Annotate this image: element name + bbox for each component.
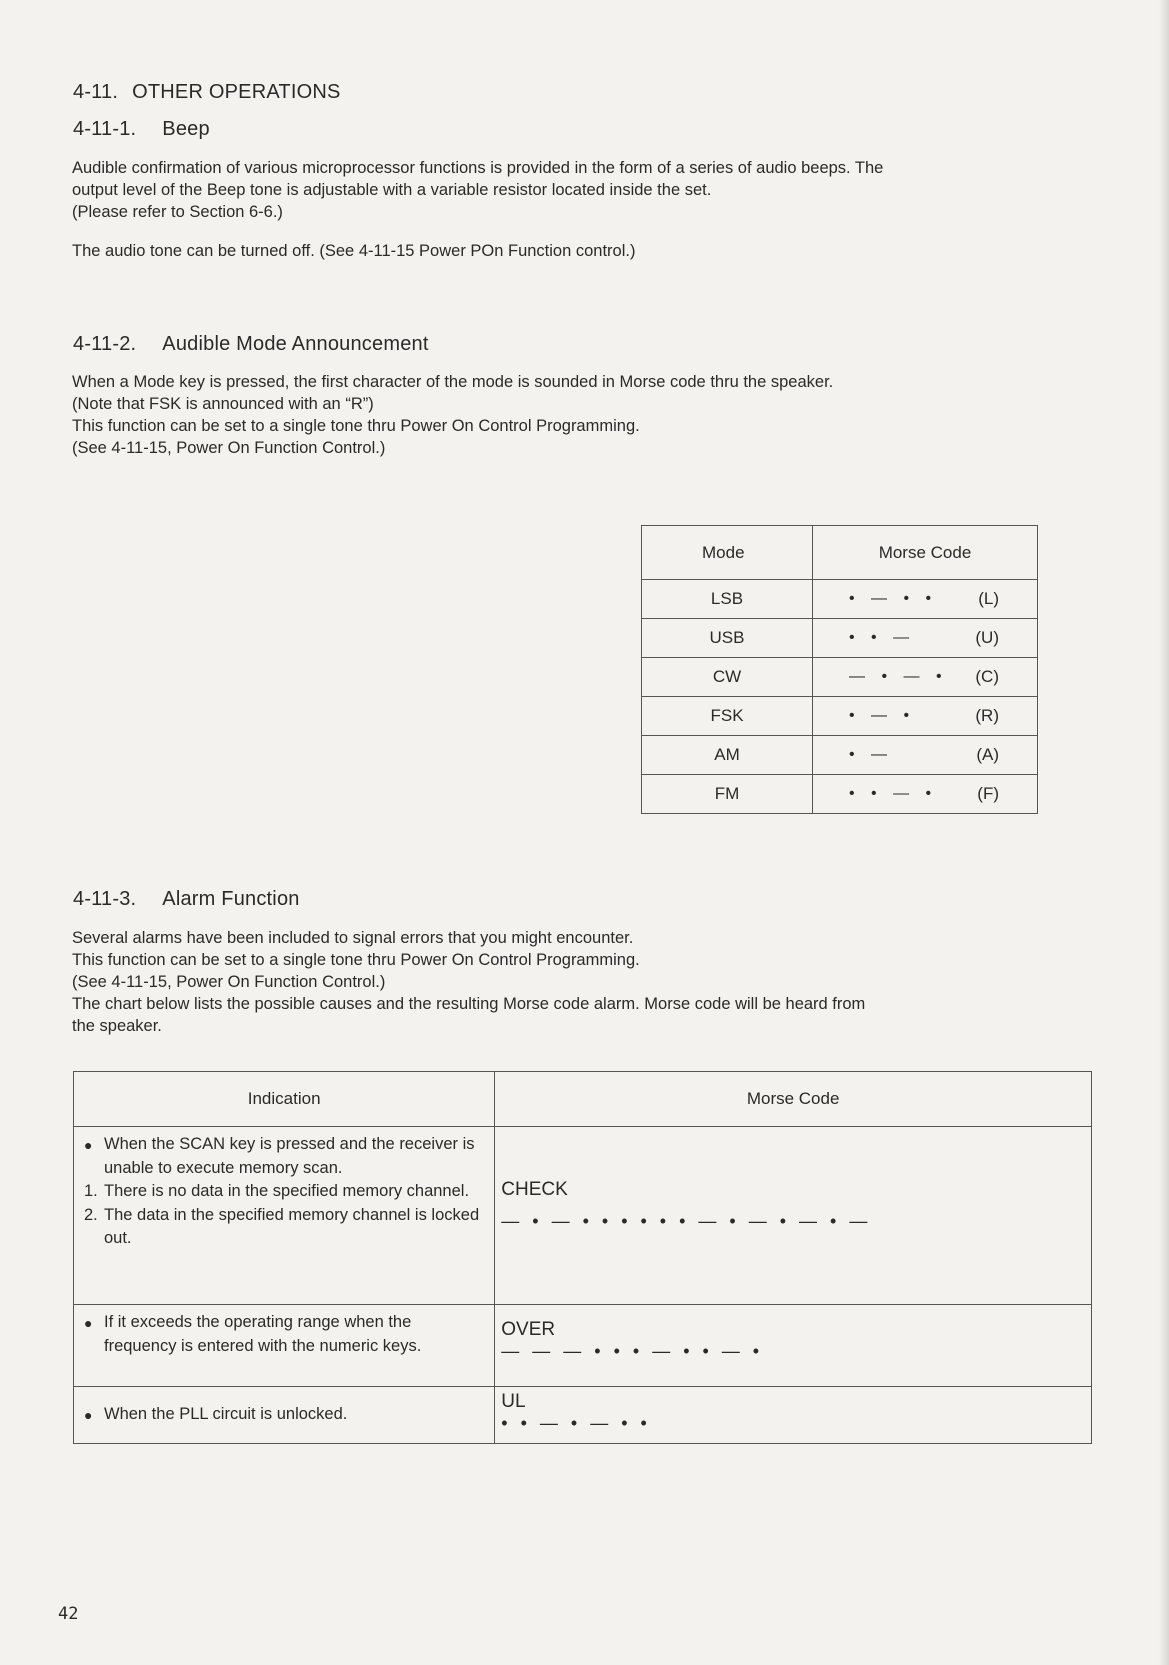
alarm-paragraph: Several alarms have been included to signal errors that you might encounter. This function can be set to a single tone thru Power On Control Programming. (See 4-11-15, Power On Function Control.) The chart below lists the possible causes and the resulting Morse code alarm. Morse code will be heard from the speaker. [72, 929, 866, 1035]
alarm-morse: — • — • • • • • • — • — • — • — [501, 1211, 872, 1231]
header-mode: Mode [642, 526, 813, 580]
alarm-morse: — — — • • • — • • — • [501, 1341, 764, 1361]
page-number: 42 [58, 1604, 79, 1624]
beep-paragraph: Audible confirmation of various microprocessor functions is provided in the form of a series of audio beeps. The output level of the Beep tone is adjustable with a variable resistor located inside the set. (Please refer to Section 6-6.) [72, 159, 884, 221]
header-indication: Indication [74, 1072, 495, 1127]
table-row [642, 580, 1038, 619]
indication-cell [74, 1127, 495, 1305]
list-item: ● When the SCAN key is pressed and the receiver is unable to execute memory scan. [84, 1133, 484, 1180]
indication-cell [74, 1387, 495, 1444]
alarm-heading: 4-11-3. Alarm Function [73, 888, 300, 910]
alarm-word: UL [501, 1391, 526, 1412]
table-row [642, 697, 1038, 736]
morse-cell: • — • • (L) [813, 580, 1038, 619]
mode-cell: USB [642, 619, 813, 658]
list-item: 2. The data in the specified memory channel is locked out. [84, 1205, 480, 1247]
section-heading: 4-11. OTHER OPERATIONS [73, 81, 341, 103]
alarm-table [73, 1071, 1092, 1444]
morse-cell [495, 1305, 1092, 1387]
morse-cell: • • — (U) [813, 619, 1038, 658]
table-row [74, 1305, 1092, 1387]
bullet-icon: ● [84, 1315, 93, 1331]
page-edge-shadow [1159, 0, 1169, 1665]
table-row [74, 1127, 1092, 1305]
morse-cell: • • — • (F) [813, 775, 1038, 814]
alarm-word: CHECK [501, 1179, 568, 1200]
table-row [642, 619, 1038, 658]
mode-cell: CW [642, 658, 813, 697]
announce-paragraph: When a Mode key is pressed, the first character of the mode is sounded in Morse code thru the speaker. (Note that FSK is announced with an “R”) This function can be set to a single tone thru Power On Control Programming. (See 4-11-15, Power On Function Control.) [72, 373, 834, 457]
mode-cell: FSK [642, 697, 813, 736]
table-header-row [74, 1072, 1092, 1127]
beep-note: The audio tone can be turned off. (See 4-11-15 Power POn Function control.) [72, 242, 636, 260]
announce-heading: 4-11-2. Audible Mode Announcement [73, 333, 429, 355]
morse-cell [495, 1127, 1092, 1305]
mode-morse-table [641, 525, 1038, 814]
table-header-row [642, 526, 1038, 580]
bullet-icon: ● [84, 1406, 93, 1423]
alarm-morse: • • — • — • • [501, 1413, 651, 1433]
header-morse-code: Morse Code [813, 526, 1038, 580]
table-row [642, 775, 1038, 814]
table-row [642, 658, 1038, 697]
bullet-icon: ● [84, 1137, 93, 1153]
indication-cell [74, 1305, 495, 1387]
list-item: 1. There is no data in the specified memory channel. [84, 1182, 470, 1200]
table-row [74, 1387, 1092, 1444]
table-row [642, 736, 1038, 775]
header-morse-code: Morse Code [495, 1072, 1092, 1127]
morse-cell [495, 1387, 1092, 1444]
mode-cell: LSB [642, 580, 813, 619]
morse-cell: • — (A) [813, 736, 1038, 775]
mode-cell: FM [642, 775, 813, 814]
morse-cell: • — • (R) [813, 697, 1038, 736]
alarm-word: OVER [501, 1319, 556, 1340]
list-item: ● When the PLL circuit is unlocked. [84, 1403, 484, 1428]
mode-cell: AM [642, 736, 813, 775]
morse-cell: — • — • (C) [813, 658, 1038, 697]
list-item: ● If it exceeds the operating range when the frequency is entered with the numeric keys. [84, 1311, 484, 1358]
beep-heading: 4-11-1. Beep [73, 118, 210, 140]
